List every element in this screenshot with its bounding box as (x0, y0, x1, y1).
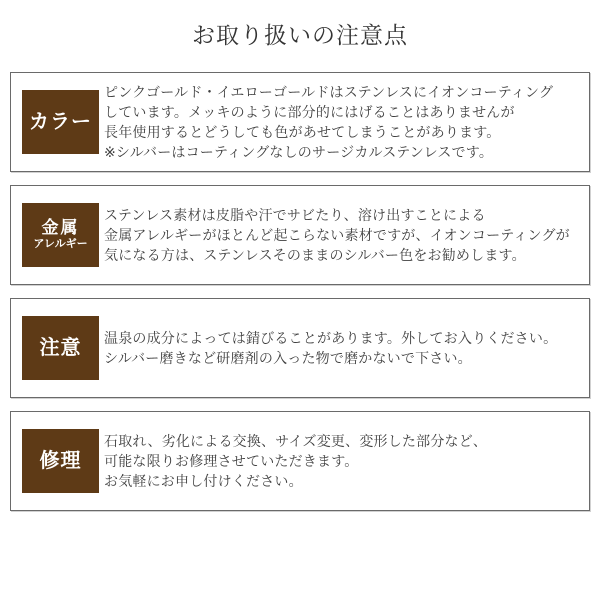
section-label-badge (22, 429, 99, 493)
section-label: 修理 (39, 449, 82, 472)
notice-section-color (10, 72, 590, 172)
section-text: ステンレス素材は皮脂や汗でサビたり、溶け出すことによる 金属アレルギーがほとんど起こらない素材ですが、イオンコーティングが 気になる方は、ステンレスそのままのシルバー色をお勧めします。 (104, 207, 570, 263)
section-text: 温泉の成分によっては錆びることがあります。外してお入りください。 シルバー磨きなど研磨剤の入った物で磨かないで下さい。 (104, 330, 558, 366)
section-text: 石取れ、劣化による交換、サイズ変更、変形した部分など、 可能な限りお修理させていただきます。 お気軽にお申し付けください。 (104, 433, 488, 489)
section-label: 注意 (39, 336, 82, 359)
section-label: 金属 (41, 217, 80, 237)
section-label-badge (22, 316, 99, 380)
notice-section-metal-allergy (10, 185, 590, 285)
section-label-badge (22, 203, 99, 267)
notice-section-repair (10, 411, 590, 511)
notice-sections (10, 72, 590, 511)
page-title: お取り扱いの注意点 (192, 22, 408, 48)
section-label-badge (22, 90, 99, 154)
notice-section-caution (10, 298, 590, 398)
section-label-sub: アレルギー (33, 238, 88, 251)
section-label: カラー (29, 110, 92, 133)
section-text: ピンクゴールド・イエローゴールドはステンレスにイオンコーティング しています。メッキのように部分的にはげることはありませんが 長年使用するとどうしても色があせてしまうことがあります。 ※シルバーはコーティングなしのサージカルステンレスです。 (104, 84, 554, 160)
